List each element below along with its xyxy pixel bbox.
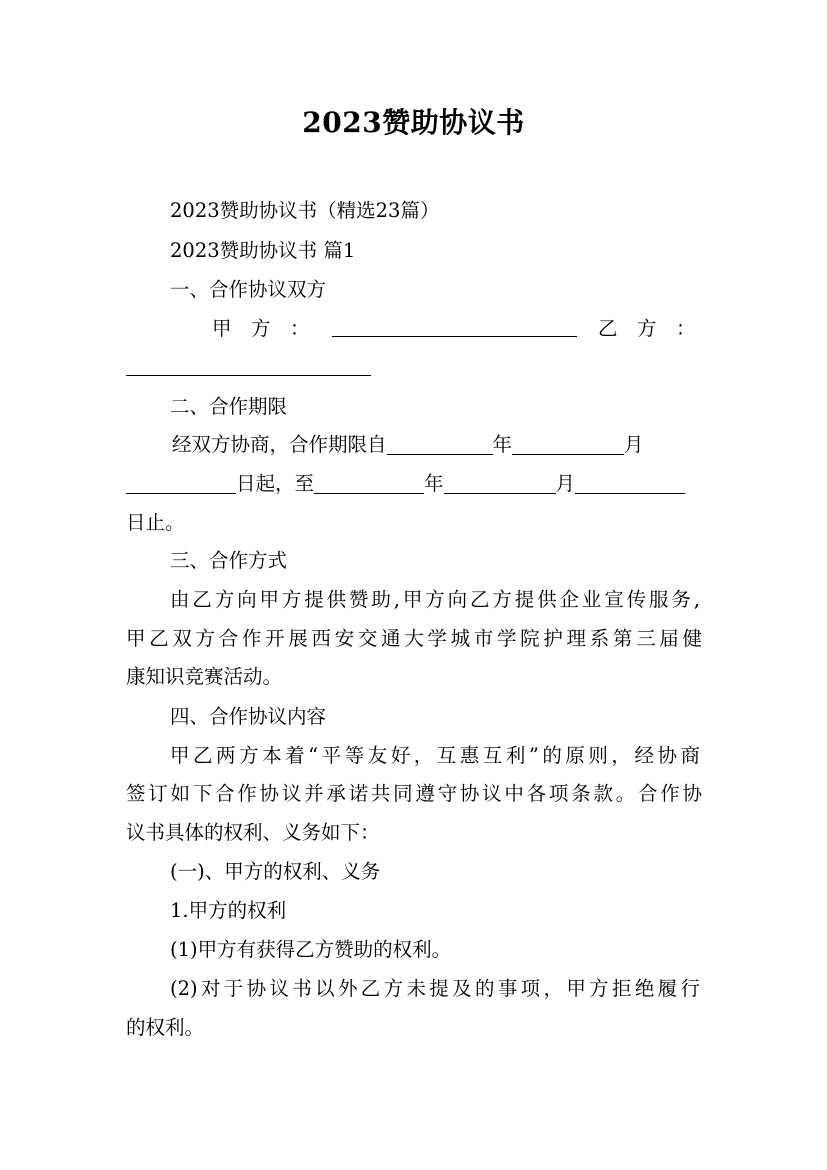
term-line-3: 日止。	[126, 511, 185, 534]
month-label: 月	[624, 433, 644, 456]
party-a-blank	[332, 314, 577, 337]
section-heading-term: 二、合作期限	[170, 395, 288, 418]
party-b-label: 乙 方 ：	[598, 317, 696, 340]
list-item-rights-1: (1)甲方有获得乙方赞助的权利。	[170, 938, 452, 961]
subsection-heading-party-a: (一)、甲方的权利、义务	[170, 860, 381, 883]
method-paragraph-line-3: 康知识竞赛活动。	[126, 665, 283, 688]
start-day-blank	[126, 471, 236, 494]
month-label-2: 月	[555, 472, 576, 495]
section-heading-parties: 一、合作协议双方	[170, 278, 327, 301]
day-from-label: 日起，至	[236, 472, 315, 495]
list-item-party-a-rights: 1.甲方的权利	[170, 899, 287, 922]
list-item-rights-2-line-1: (2)对于协议书以外乙方未提及的事项，甲方拒绝履行	[170, 977, 700, 1000]
content-paragraph-line-3: 议书具体的权利、义务如下：	[126, 821, 380, 844]
section-heading-method: 三、合作方式	[170, 549, 288, 572]
content-paragraph-line-2: 签订如下合作协议并承诺共同遵守协议中各项条款。合作协	[126, 782, 702, 805]
term-line-1	[172, 430, 644, 460]
year-label-2: 年	[424, 472, 444, 495]
content-paragraph-line-1: 甲乙两方本着“平等友好，互惠互利”的原则，经协商	[170, 744, 700, 767]
document-title: 2023赞助协议书	[302, 106, 525, 139]
start-month-blank	[512, 432, 624, 455]
article-heading: 2023赞助协议书 篇1	[170, 239, 356, 262]
term-prefix: 经双方协商，合作期限自	[172, 433, 387, 456]
party-b-blank	[126, 353, 371, 376]
party-a-label: 甲 方 ：	[212, 317, 310, 340]
list-item-rights-2-line-2: 的权利。	[126, 1016, 205, 1039]
method-paragraph-line-2: 甲乙双方合作开展西安交通大学城市学院护理系第三届健	[126, 627, 702, 650]
end-day-blank	[575, 471, 685, 494]
end-month-blank	[444, 471, 556, 494]
method-paragraph-line-1: 由乙方向甲方提供赞助,甲方向乙方提供企业宣传服务,	[170, 588, 700, 611]
end-year-blank	[314, 471, 424, 494]
start-year-blank	[387, 432, 493, 455]
document-subtitle: 2023赞助协议书（精选23篇）	[170, 199, 440, 222]
year-label: 年	[492, 433, 513, 456]
term-line-2	[126, 469, 685, 499]
section-heading-content: 四、合作协议内容	[170, 705, 327, 728]
